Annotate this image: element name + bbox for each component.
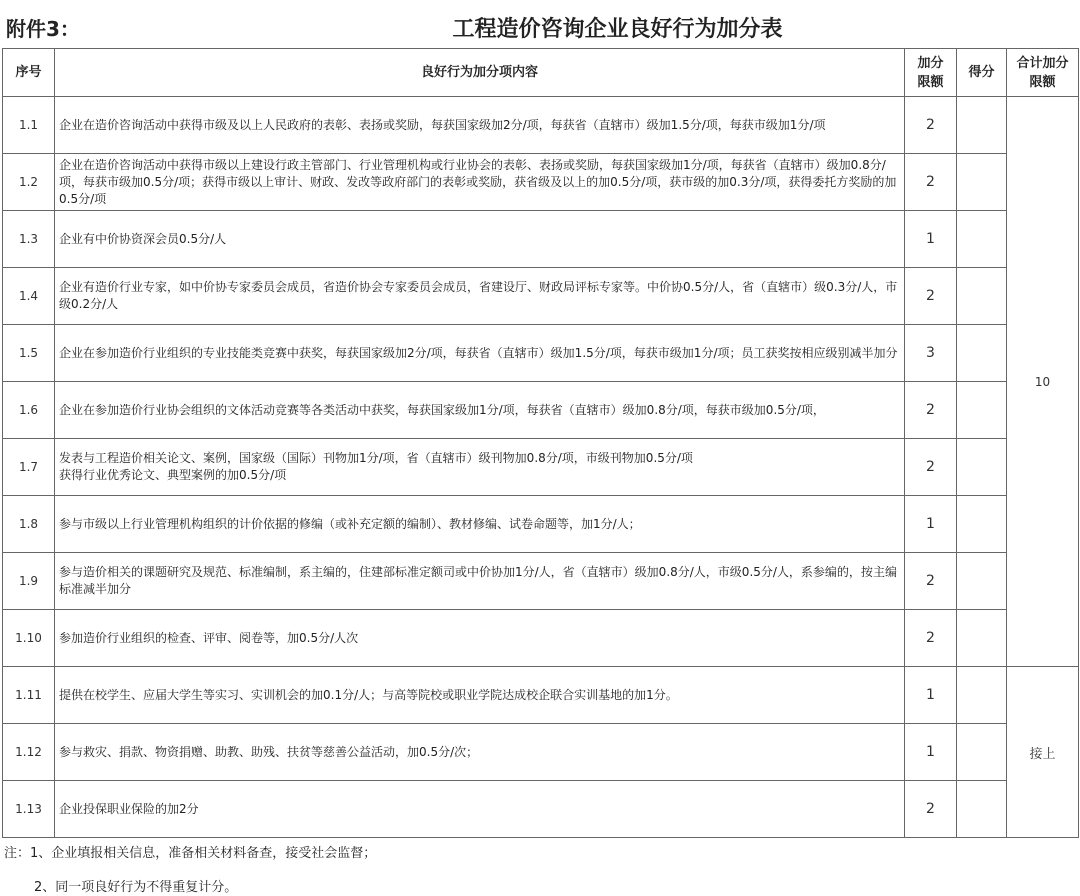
- row-limit: 3: [905, 325, 957, 382]
- table-row: [3, 496, 1079, 553]
- row-content: 企业有中价协资深会员0.5分/人: [55, 211, 905, 268]
- row-limit: 2: [905, 781, 957, 838]
- col-header-seq: 序号: [3, 49, 55, 97]
- row-seq: 1.2: [3, 154, 55, 211]
- table-row: [3, 553, 1079, 610]
- row-score-cell[interactable]: [957, 553, 1007, 610]
- row-limit: 2: [905, 382, 957, 439]
- table-row: [3, 382, 1079, 439]
- attachment-label: 附件3：: [6, 17, 80, 41]
- bonus-table: [2, 48, 1079, 838]
- note-line-1: 注：1、企业填报相关信息，准备相关材料备查，接受社会监督；: [4, 846, 377, 861]
- row-content: 参与救灾、捐款、物资捐赠、助教、助残、扶贫等慈善公益活动，加0.5分/次；: [55, 724, 905, 781]
- row-score-cell[interactable]: [957, 211, 1007, 268]
- row-seq: 1.4: [3, 268, 55, 325]
- row-limit: 2: [905, 154, 957, 211]
- table-row: [3, 781, 1079, 838]
- row-seq: 1.13: [3, 781, 55, 838]
- row-limit: 1: [905, 211, 957, 268]
- row-content: 企业在造价咨询活动中获得市级及以上人民政府的表彰、表扬或奖励，每获国家级加2分/项，每获省（直辖市）级加1.5分/项，每获市级加1分/项: [55, 97, 905, 154]
- row-seq: 1.11: [3, 667, 55, 724]
- total-limit-group-1: 10: [1007, 97, 1079, 667]
- row-content: 企业在参加造价行业协会组织的文体活动竞赛等各类活动中获奖，每获国家级加1分/项，每获省（直辖市）级加0.8分/项，每获市级加0.5分/项，: [55, 382, 905, 439]
- row-score-cell[interactable]: [957, 268, 1007, 325]
- page-header: [0, 0, 1080, 48]
- row-content: 企业在参加造价行业组织的专业技能类竞赛中获奖，每获国家级加2分/项，每获省（直辖市）级加1.5分/项，每获市级加1分/项；员工获奖按相应级别减半加分: [55, 325, 905, 382]
- row-score-cell[interactable]: [957, 154, 1007, 211]
- row-limit: 2: [905, 610, 957, 667]
- total-limit-group-2: 接上: [1007, 667, 1079, 838]
- table-row: [3, 154, 1079, 211]
- row-seq: 1.5: [3, 325, 55, 382]
- table-row: [3, 610, 1079, 667]
- row-content: 参与市级以上行业管理机构组织的计价依据的修编（或补充定额的编制）、教材修编、试卷命题等，加1分/人；: [55, 496, 905, 553]
- row-limit: 2: [905, 97, 957, 154]
- col-header-content: 良好行为加分项内容: [55, 49, 905, 97]
- row-content: 企业投保职业保险的加2分: [55, 781, 905, 838]
- row-seq: 1.8: [3, 496, 55, 553]
- row-limit: 2: [905, 268, 957, 325]
- row-content: 发表与工程造价相关论文、案例，国家级（国际）刊物加1分/项，省（直辖市）级刊物加0.8分/项，市级刊物加0.5分/项 获得行业优秀论文、典型案例的加0.5分/项: [55, 439, 905, 496]
- row-score-cell[interactable]: [957, 667, 1007, 724]
- col-header-limit: 加分 限额: [905, 49, 957, 97]
- row-score-cell[interactable]: [957, 439, 1007, 496]
- row-seq: 1.12: [3, 724, 55, 781]
- row-limit: 1: [905, 496, 957, 553]
- row-content: 提供在校学生、应届大学生等实习、实训机会的加0.1分/人；与高等院校或职业学院达成校企联合实训基地的加1分。: [55, 667, 905, 724]
- row-content: 企业有造价行业专家，如中价协专家委员会成员，省造价协会专家委员会成员，省建设厅、财政局评标专家等。中价协0.5分/人，省（直辖市）级0.3分/人，市级0.2分/人: [55, 268, 905, 325]
- table-row: [3, 211, 1079, 268]
- row-score-cell[interactable]: [957, 724, 1007, 781]
- row-content: 参加造价行业组织的检查、评审、阅卷等，加0.5分/人次: [55, 610, 905, 667]
- row-score-cell[interactable]: [957, 610, 1007, 667]
- row-score-cell[interactable]: [957, 382, 1007, 439]
- row-score-cell[interactable]: [957, 325, 1007, 382]
- row-seq: 1.6: [3, 382, 55, 439]
- table-header-row: [3, 49, 1079, 97]
- row-score-cell[interactable]: [957, 781, 1007, 838]
- row-score-cell[interactable]: [957, 97, 1007, 154]
- row-score-cell[interactable]: [957, 496, 1007, 553]
- table-row: [3, 97, 1079, 154]
- row-content: 参与造价相关的课题研究及规范、标准编制，系主编的，住建部标准定额司或中价协加1分/人，省（直辖市）级加0.8分/人，市级0.5分/人，系参编的，按主编标准减半加分: [55, 553, 905, 610]
- row-limit: 1: [905, 724, 957, 781]
- row-limit: 2: [905, 439, 957, 496]
- col-header-score: 得分: [957, 49, 1007, 97]
- row-seq: 1.9: [3, 553, 55, 610]
- row-limit: 1: [905, 667, 957, 724]
- table-row: [3, 439, 1079, 496]
- row-seq: 1.3: [3, 211, 55, 268]
- table-row: [3, 268, 1079, 325]
- row-content: 企业在造价咨询活动中获得市级以上建设行政主管部门、行业管理机构或行业协会的表彰、表扬或奖励，每获国家级加1分/项，每获省（直辖市）级加0.8分/项，每获市级加0.5分/项；获得市级以上审计、财政、发改等政府部门的表彰或奖励，获省级及以上的加0.5分/项，获市级的加0.3分/项，获得委托方奖励的加0.5分/项: [55, 154, 905, 211]
- row-limit: 2: [905, 553, 957, 610]
- row-seq: 1.10: [3, 610, 55, 667]
- page-title: 工程造价咨询企业良好行为加分表: [452, 17, 783, 42]
- table-row: [3, 325, 1079, 382]
- col-header-total: 合计加分 限额: [1007, 49, 1079, 97]
- row-seq: 1.1: [3, 97, 55, 154]
- table-row: [3, 724, 1079, 781]
- table-row: [3, 667, 1079, 724]
- row-seq: 1.7: [3, 439, 55, 496]
- note-line-2: 2、同一项良好行为不得重复计分。: [34, 880, 238, 895]
